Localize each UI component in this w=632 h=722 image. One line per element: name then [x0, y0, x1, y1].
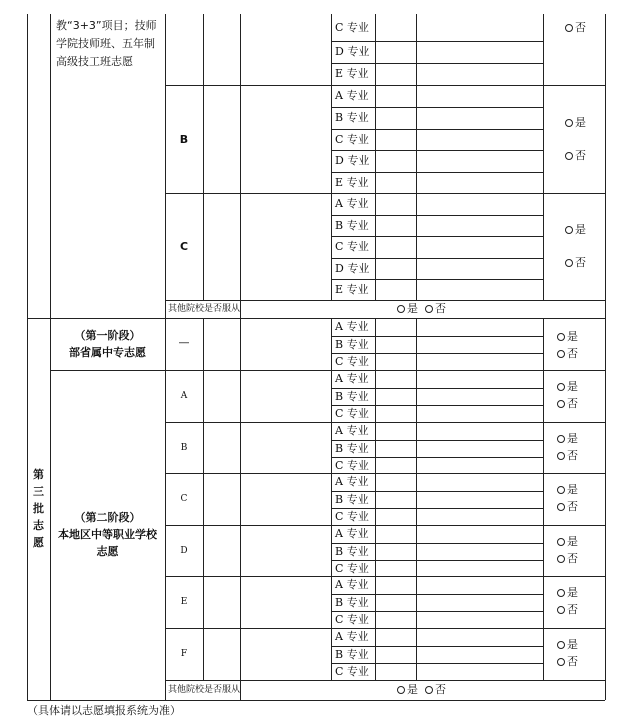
option-label: 否 — [567, 552, 578, 565]
other-colleges-label: 其他院校是否服从 — [168, 685, 241, 695]
choice-no[interactable] — [557, 500, 578, 514]
major-label: C 专业 — [335, 20, 369, 34]
major-label: D 专业 — [335, 45, 370, 58]
radio-circle-icon — [557, 503, 565, 511]
radio-circle-icon — [557, 606, 565, 614]
group-line — [165, 473, 605, 474]
row-line — [331, 41, 543, 42]
row-line — [331, 508, 543, 509]
major-label: A 专业 — [335, 578, 369, 591]
row-line — [331, 663, 543, 664]
col-line — [50, 14, 51, 318]
option-label: 否 — [575, 256, 586, 269]
volunteer-form-table — [27, 14, 606, 700]
col-line — [543, 14, 544, 300]
other-no[interactable] — [425, 302, 446, 316]
group-code: C — [180, 494, 188, 504]
row-line — [331, 107, 543, 108]
major-label: B 专业 — [335, 389, 369, 403]
choice-yes[interactable] — [557, 380, 578, 394]
stage2-label: 本地区中等职业学校 — [58, 528, 157, 541]
col-line — [50, 318, 51, 700]
radio-circle-icon — [557, 486, 565, 494]
col-line — [416, 318, 417, 680]
major-label: C 专业 — [335, 510, 369, 523]
choice-no[interactable] — [557, 552, 578, 566]
radio-circle-icon — [565, 24, 573, 32]
major-label: C 专业 — [335, 613, 369, 626]
table-left-border — [27, 14, 28, 700]
major-label: B 专业 — [335, 111, 369, 124]
group-code: A — [180, 391, 188, 401]
col-line — [203, 318, 204, 680]
choice-no[interactable] — [557, 449, 578, 463]
option-label: 否 — [567, 655, 578, 668]
choice-yes[interactable] — [557, 638, 578, 652]
radio-circle-icon — [557, 589, 565, 597]
major-label: B 专业 — [335, 595, 369, 609]
choice-no[interactable] — [565, 21, 586, 35]
footnote: （具体请以志愿填报系统为准） — [27, 704, 181, 717]
option-label: 是 — [567, 586, 578, 599]
option-label: 否 — [567, 603, 578, 616]
option-label: 否 — [567, 397, 578, 410]
major-label: A 专业 — [335, 372, 369, 385]
row-line — [331, 405, 543, 406]
major-label: B 专业 — [335, 218, 369, 232]
batch-side-label: 愿 — [33, 536, 44, 549]
radio-circle-icon — [565, 259, 573, 267]
stage1-label: 部省属中专志愿 — [69, 346, 146, 359]
option-label: 否 — [435, 302, 446, 315]
option-label: 是 — [567, 535, 578, 548]
other-yes[interactable] — [397, 683, 418, 697]
table-bottom-border — [27, 700, 605, 701]
option-label: 是 — [407, 683, 418, 696]
group-code: D — [180, 546, 188, 556]
major-label: A 专业 — [335, 424, 369, 437]
major-label: D 专业 — [335, 261, 370, 275]
row-line — [331, 279, 543, 280]
major-label: A 专业 — [335, 475, 369, 488]
radio-circle-icon — [557, 333, 565, 341]
col-line — [165, 14, 166, 318]
choice-yes[interactable] — [565, 116, 586, 130]
radio-circle-icon — [557, 350, 565, 358]
option-label: 是 — [575, 116, 586, 129]
choice-yes[interactable] — [557, 535, 578, 549]
group-line — [165, 370, 605, 371]
radio-circle-icon — [557, 435, 565, 443]
row-line — [331, 353, 543, 354]
group-line — [165, 576, 605, 577]
choice-yes[interactable] — [557, 483, 578, 497]
choice-yes[interactable] — [557, 330, 578, 344]
radio-circle-icon — [557, 452, 565, 460]
group-line — [165, 300, 605, 301]
radio-circle-icon — [565, 152, 573, 160]
group-code: E — [180, 597, 188, 607]
major-label: C 专业 — [335, 459, 369, 472]
major-label: E 专业 — [335, 175, 369, 189]
batch-side-label: 三 — [33, 485, 44, 498]
choice-no[interactable] — [557, 655, 578, 669]
option-label: 否 — [567, 347, 578, 360]
group-code: F — [180, 649, 188, 659]
choice-no[interactable] — [557, 397, 578, 411]
row-line — [331, 150, 543, 151]
choice-yes[interactable] — [557, 432, 578, 446]
col-line — [165, 318, 166, 700]
radio-circle-icon — [565, 119, 573, 127]
major-label: A 专业 — [335, 89, 369, 102]
batch-side-label: 批 — [33, 502, 44, 515]
group-code: B — [179, 133, 189, 146]
group-line — [165, 680, 605, 681]
col-line — [240, 318, 241, 700]
row-line — [331, 172, 543, 173]
option-label: 是 — [407, 302, 418, 315]
col-line — [375, 318, 376, 680]
other-colleges-label: 其他院校是否服从 — [168, 304, 241, 314]
row-line — [331, 611, 543, 612]
group-code: B — [180, 443, 188, 453]
radio-circle-icon — [425, 305, 433, 313]
option-label: 是 — [567, 380, 578, 393]
major-label: A 专业 — [335, 527, 369, 540]
major-label: B 专业 — [335, 337, 369, 351]
major-label: C 专业 — [335, 665, 369, 678]
option-label: 是 — [567, 483, 578, 496]
major-label: A 专业 — [335, 197, 369, 210]
batch-side-label: 第 — [33, 468, 44, 481]
section-line — [27, 318, 605, 319]
option-label: 否 — [575, 149, 586, 162]
option-label: 否 — [575, 21, 586, 34]
radio-circle-icon — [557, 400, 565, 408]
option-label: 是 — [575, 223, 586, 236]
major-label: C 专业 — [335, 407, 369, 420]
radio-circle-icon — [425, 686, 433, 694]
radio-circle-icon — [565, 226, 573, 234]
major-label: E 专业 — [335, 67, 369, 80]
col-line — [203, 14, 204, 300]
group-code: C — [179, 240, 189, 253]
row-line — [331, 63, 543, 64]
other-yes[interactable] — [397, 302, 418, 316]
choice-yes[interactable] — [557, 586, 578, 600]
major-label: D 专业 — [335, 154, 370, 167]
radio-circle-icon — [557, 641, 565, 649]
row-line — [331, 129, 543, 130]
radio-circle-icon — [397, 305, 405, 313]
section-label: 高级技工班志愿 — [56, 55, 133, 68]
stage2-label: 志愿 — [96, 545, 119, 558]
batch-side-label: 志 — [33, 519, 44, 532]
major-label: A 专业 — [335, 320, 369, 333]
choice-no[interactable] — [557, 603, 578, 617]
col-line — [543, 318, 544, 680]
col-line — [331, 318, 332, 680]
other-no[interactable] — [425, 683, 446, 697]
stage1-code: — — [178, 336, 190, 349]
stage2-label: （第二阶段） — [74, 511, 141, 524]
option-label: 否 — [567, 500, 578, 513]
major-label: C 专业 — [335, 132, 369, 146]
major-label: B 专业 — [335, 441, 369, 455]
major-label: B 专业 — [335, 492, 369, 506]
group-line — [165, 422, 605, 423]
radio-circle-icon — [397, 686, 405, 694]
group-line — [165, 525, 605, 526]
col-line — [240, 14, 241, 318]
section-label: 教“3+3”项目；技师 — [56, 19, 157, 32]
row-line — [331, 457, 543, 458]
major-label: C 专业 — [335, 355, 369, 368]
group-line — [165, 85, 605, 86]
option-label: 否 — [435, 683, 446, 696]
choice-no[interactable] — [557, 347, 578, 361]
table-right-border — [605, 14, 606, 700]
radio-circle-icon — [557, 538, 565, 546]
row-line — [331, 236, 543, 237]
major-label: C 专业 — [335, 240, 369, 253]
major-label: B 专业 — [335, 544, 369, 558]
major-label: C 专业 — [335, 562, 369, 575]
major-label: A 专业 — [335, 630, 369, 643]
radio-circle-icon — [557, 555, 565, 563]
option-label: 否 — [567, 449, 578, 462]
choice-yes[interactable] — [565, 223, 586, 237]
section-label: 学院技师班、五年制 — [56, 37, 155, 50]
major-label: B 专业 — [335, 647, 369, 661]
group-line — [165, 193, 605, 194]
choice-no[interactable] — [565, 149, 586, 163]
radio-circle-icon — [557, 658, 565, 666]
row-line — [331, 258, 543, 259]
stage1-label: （第一阶段） — [74, 329, 141, 342]
option-label: 是 — [567, 432, 578, 445]
major-label: E 专业 — [335, 282, 369, 296]
row-line — [331, 215, 543, 216]
row-line — [331, 560, 543, 561]
option-label: 是 — [567, 330, 578, 343]
group-line — [165, 628, 605, 629]
option-label: 是 — [567, 638, 578, 651]
radio-circle-icon — [557, 383, 565, 391]
choice-no[interactable] — [565, 256, 586, 270]
